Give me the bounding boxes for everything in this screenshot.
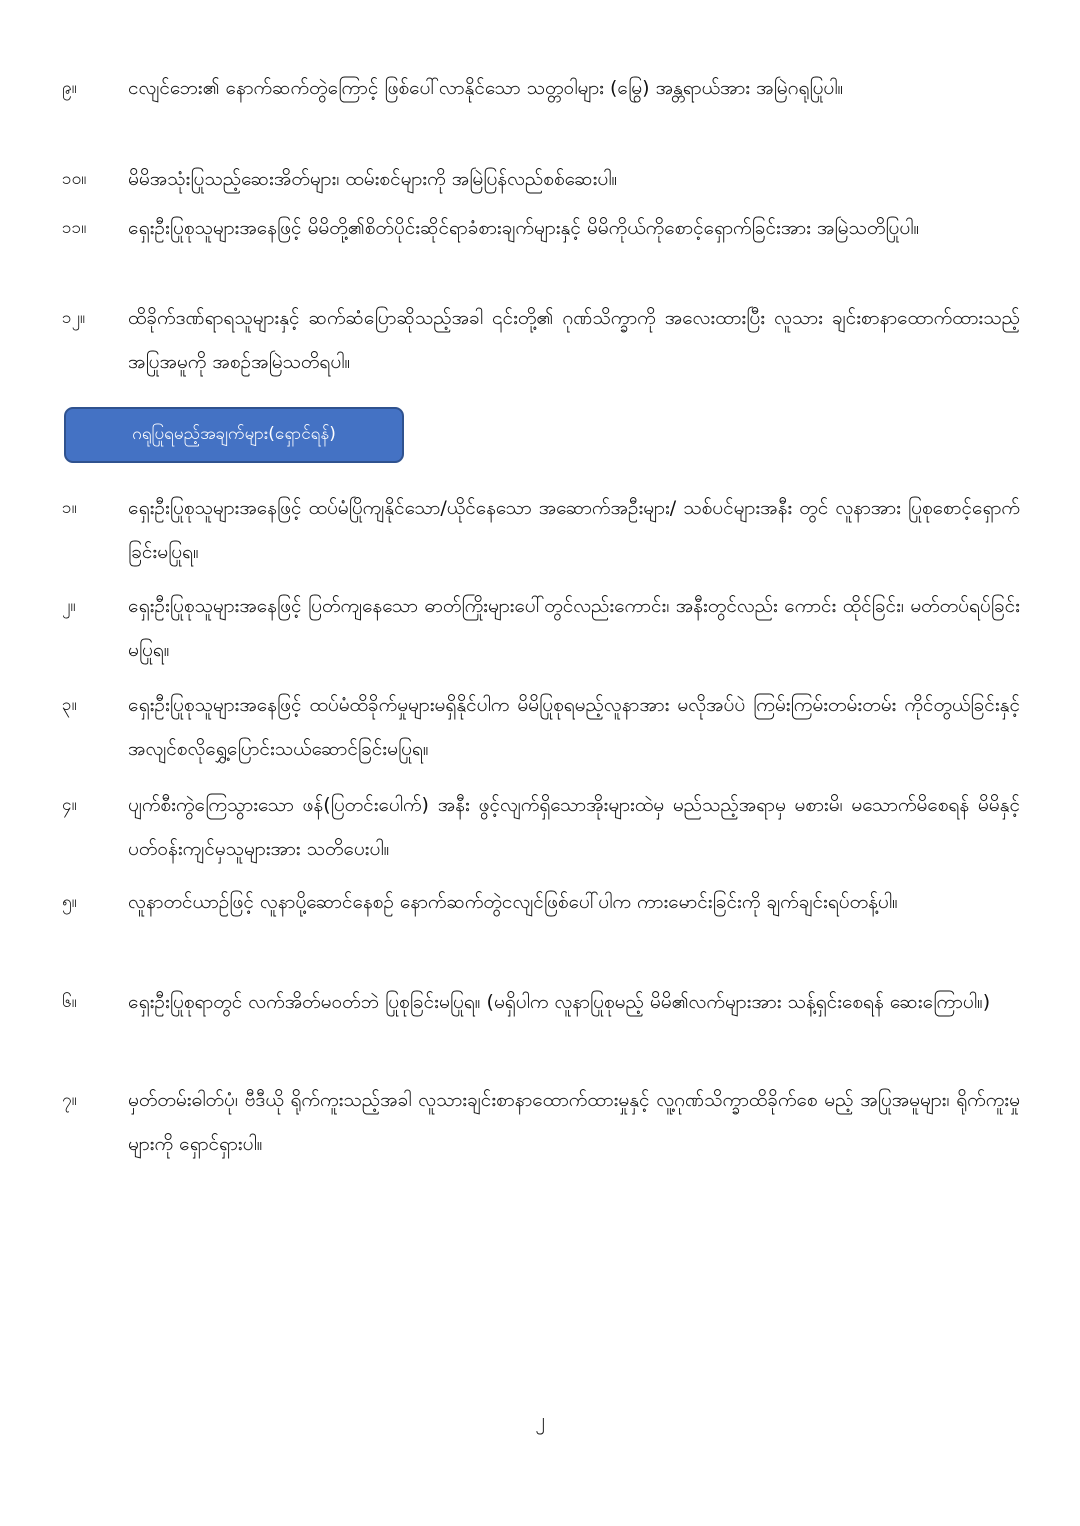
- avoid-item-6: [62, 980, 1020, 1024]
- section-header-avoid: ဂရုပြုရမည့်အချက်များ(ရှောင်ရန်): [64, 407, 404, 463]
- item-number: ၆။: [62, 992, 77, 1012]
- item-text: မှတ်တမ်းဓါတ်ပုံ၊ ဗီဒီယို ရိုက်ကူးသည့်အခါ လူသားချင်းစာနာထောက်ထားမှုနှင့် လူ့ဂုဏ်သိက္ခာထိခိုက်စေ မည့် အပြုအမူများ၊ ရိုက်ကူးမှုများကို ရှောင်ရှားပါ။: [128, 1089, 1020, 1155]
- item-number: ၉။: [62, 78, 77, 98]
- item-11: [62, 206, 1020, 250]
- item-text: မိမိအသုံးပြုသည့်ဆေးအိတ်များ၊ ထမ်းစင်များကို အမြဲပြန်လည်စစ်ဆေးပါ။: [128, 168, 618, 190]
- item-number: ၁၀။: [62, 169, 87, 189]
- item-number: ၇။: [62, 1090, 77, 1110]
- avoid-item-2: [62, 584, 1020, 672]
- avoid-item-7: [62, 1078, 1020, 1166]
- item-number: ၅။: [62, 892, 77, 912]
- item-number: ၃။: [62, 695, 77, 715]
- item-text: ထိခိုက်ဒဏ်ရာရသူများနှင့် ဆက်ဆံပြောဆိုသည့်အခါ ၎င်းတို့၏ ဂုဏ်သိက္ခာကို အလေးထားပြီး လူသား ချင်းစာနာထောက်ထားသည့် အပြုအမူကို အစဉ်အမြဲသတိရပါ။: [128, 307, 1020, 373]
- item-12: [62, 296, 1020, 384]
- avoid-item-3: [62, 683, 1020, 771]
- item-number: ၄။: [62, 795, 77, 815]
- avoid-item-5: [62, 880, 1020, 924]
- item-text: ရှေးဦးပြုစုရာတွင် လက်အိတ်မဝတ်ဘဲ ပြုစုခြင်းမပြုရ။ (မရှိပါက လူနာပြုစုမည့် မိမိ၏လက်များအား သန့်ရှင်းစေရန် ဆေးကြောပါ။): [128, 991, 991, 1013]
- item-text: ရှေးဦးပြုစုသူများအနေဖြင့် ထပ်မံထိခိုက်မှုများမရှိနိုင်ပါက မိမိပြုစုရမည့်လူနာအား မလိုအပ်ပဲ ကြမ်းကြမ်းတမ်းတမ်း ကိုင်တွယ်ခြင်းနှင့် အလျင်စလိုရွှေ့ပြောင်းသယ်ဆောင်ခြင်းမပြုရ။: [128, 694, 1020, 760]
- item-number: ၁၁။: [62, 218, 87, 238]
- item-9: [62, 66, 1020, 110]
- item-number: ၂။: [62, 596, 76, 616]
- avoid-item-4: [62, 783, 1020, 871]
- item-number: ၁။: [62, 498, 77, 518]
- item-text: ရှေးဦးပြုစုသူများအနေဖြင့် ထပ်မံပြိုကျနိုင်သော/ယိုင်နေသော အဆောက်အဦးများ/ သစ်ပင်များအနီး တွင် လူနာအား ပြုစုစောင့်ရှောက်ခြင်းမပြုရ။: [128, 497, 1020, 563]
- item-text: ပျက်စီးကွဲကြေသွားသော ဖန်(ပြတင်းပေါက်) အနီး ဖွင့်လျက်ရှိသောအိုးများထဲမှ မည်သည့်အရာမှ မစားမိ၊ မသောက်မိစေရန် မိမိနှင့် ပတ်ဝန်းကျင်မှသူများအား သတိပေးပါ။: [128, 794, 1020, 860]
- item-10: [62, 157, 1020, 201]
- page-number: ၂: [535, 1409, 545, 1431]
- avoid-item-1: [62, 486, 1020, 574]
- item-text: ရှေးဦးပြုစုသူများအနေဖြင့် မိမိတို့၏စိတ်ပိုင်းဆိုင်ရာခံစားချက်များနှင့် မိမိကိုယ်ကိုစောင့်ရှောက်ခြင်းအား အမြဲသတိပြုပါ။: [128, 217, 920, 239]
- item-text: ရှေးဦးပြုစုသူများအနေဖြင့် ပြတ်ကျနေသော ဓာတ်ကြိုးများပေါ်တွင်လည်းကောင်း၊ အနီးတွင်လည်း ကောင်း ထိုင်ခြင်း၊ မတ်တပ်ရပ်ခြင်းမပြုရ။: [128, 595, 1020, 661]
- item-text: လူနာတင်ယာဉ်ဖြင့် လူနာပို့ဆောင်နေစဉ် နောက်ဆက်တွဲငလျင်ဖြစ်ပေါ်ပါက ကားမောင်းခြင်းကို ချက်ချင်းရပ်တန့်ပါ။: [128, 891, 898, 913]
- item-number: ၁၂။: [62, 308, 86, 328]
- item-text: ငလျင်ဘေး၏ နောက်ဆက်တွဲကြောင့် ဖြစ်ပေါ်လာနိုင်သော သတ္တဝါများ (မြွေ) အန္တရာယ်အား အမြဲဂရုပြုပါ။: [128, 77, 844, 99]
